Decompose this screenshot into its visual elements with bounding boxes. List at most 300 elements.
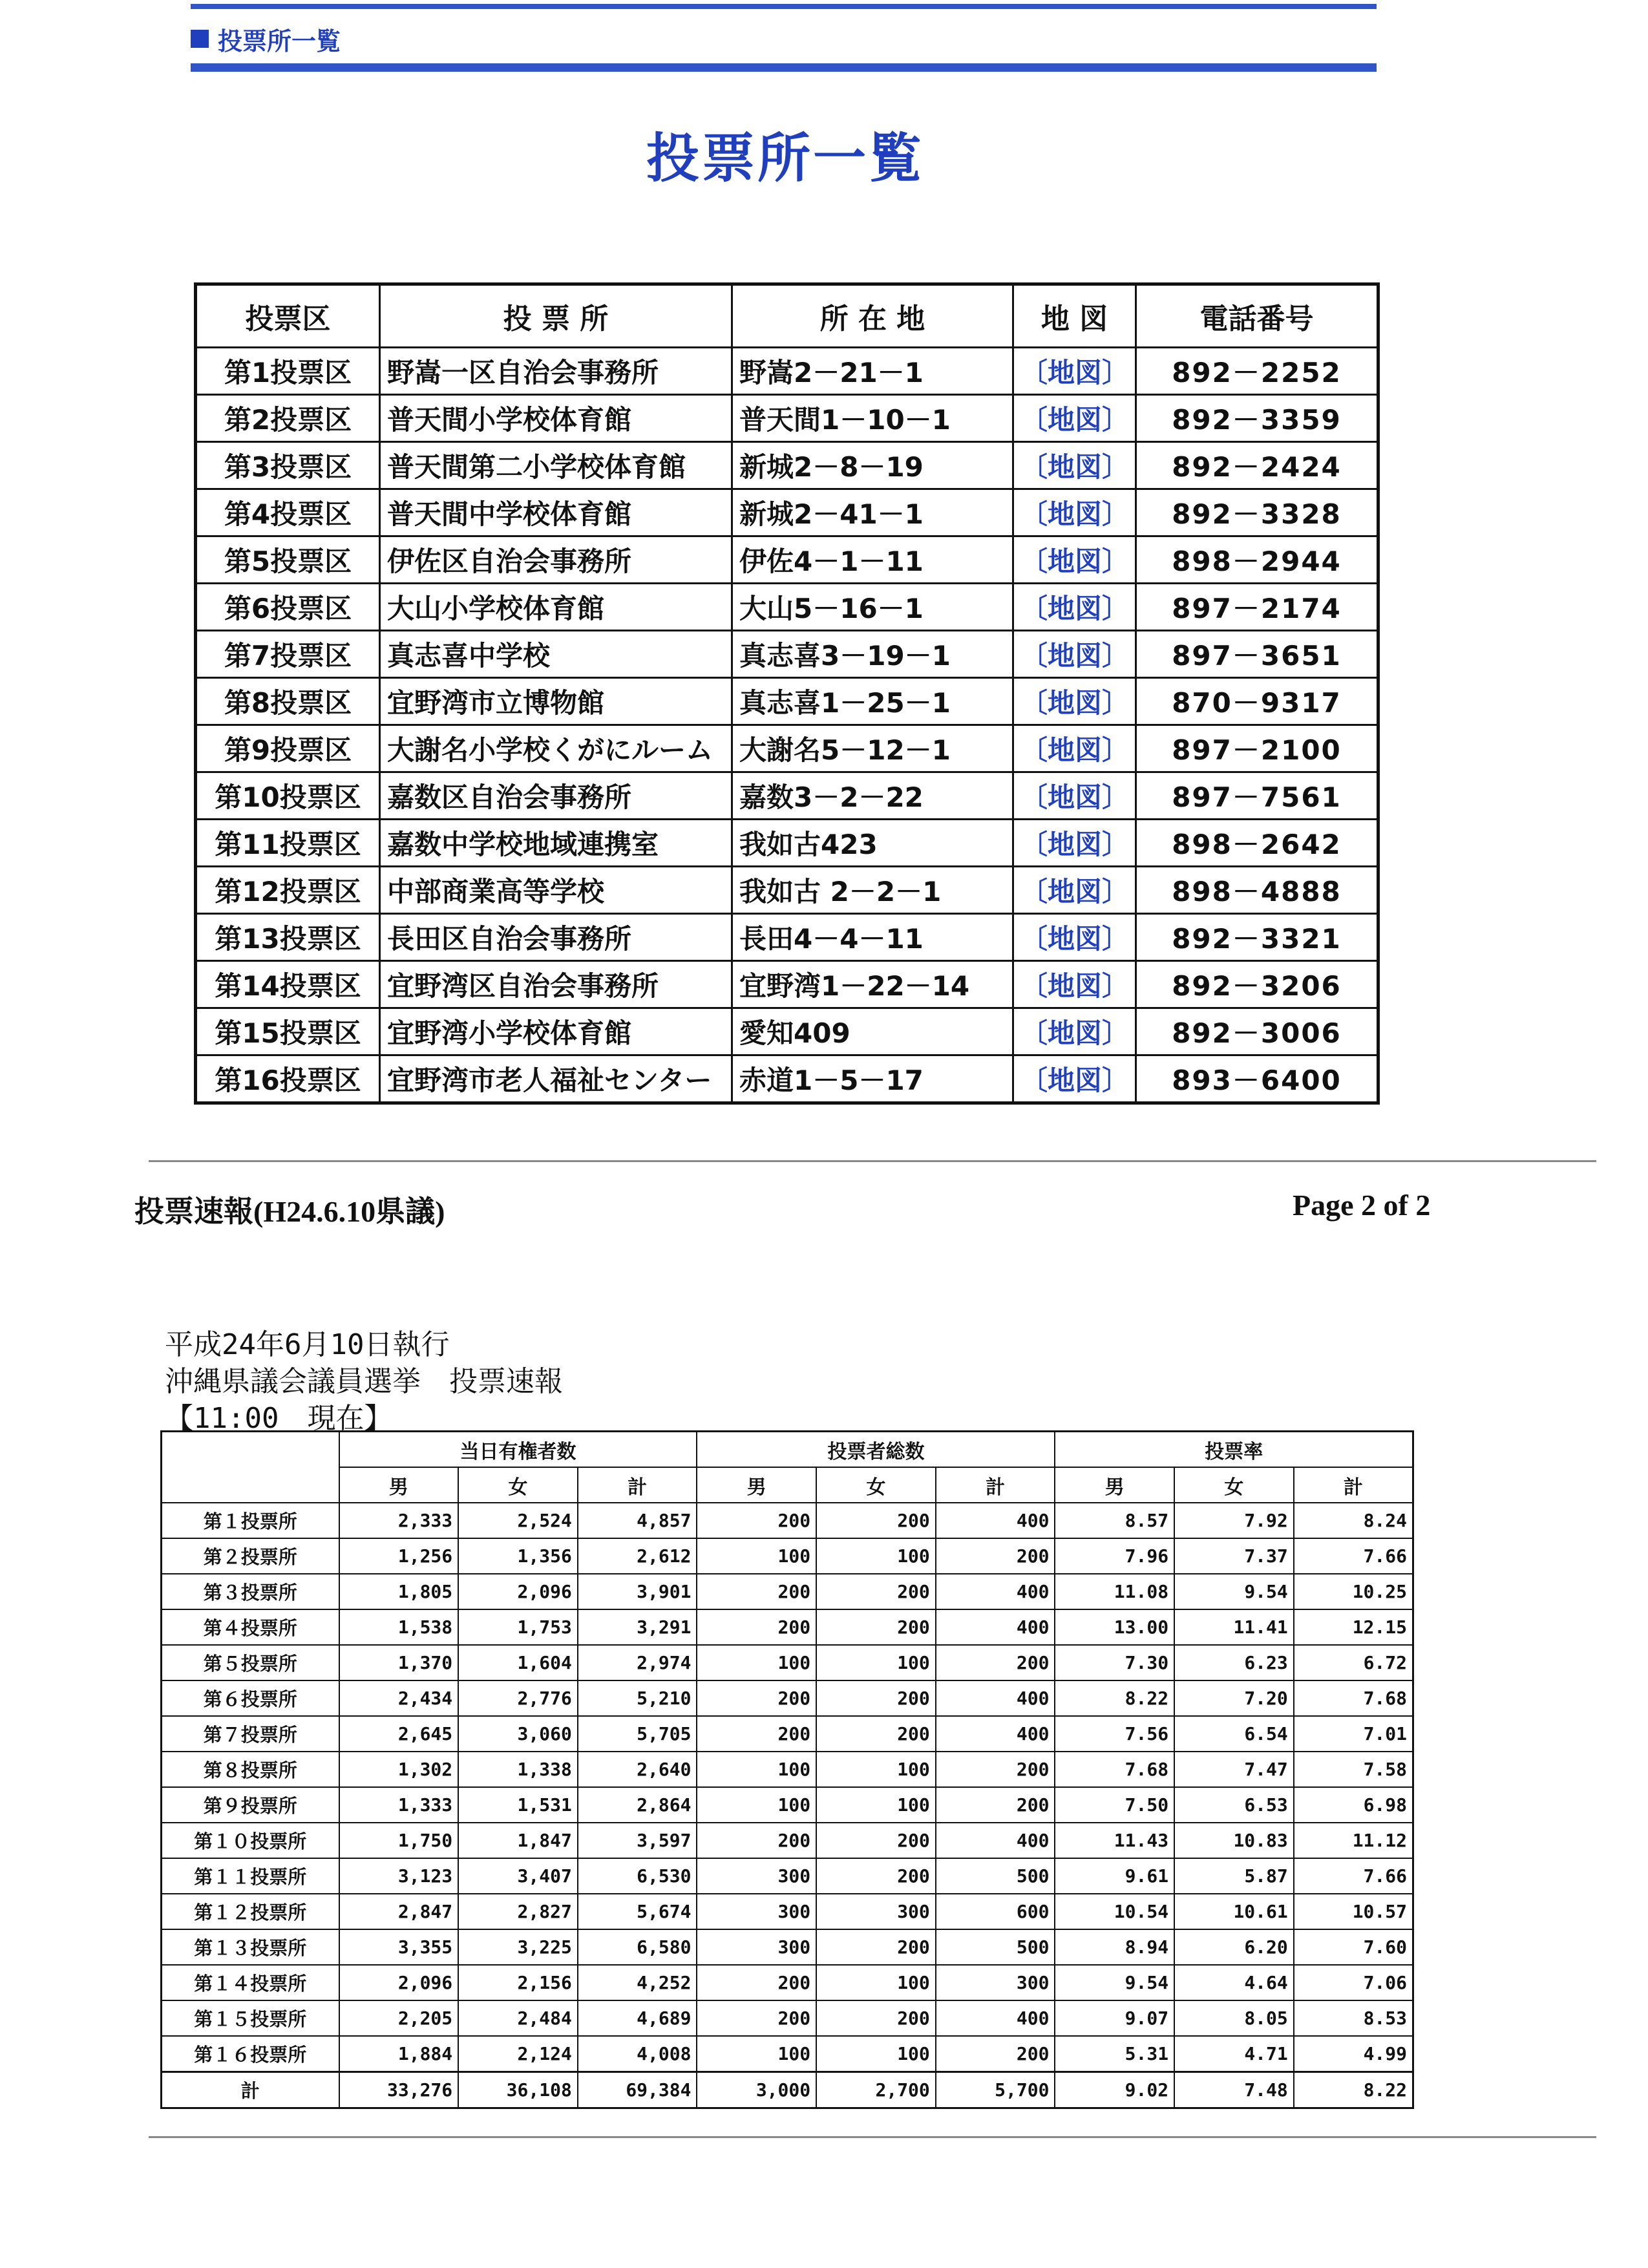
eligible-male-cell: 2,096 bbox=[339, 1965, 459, 2000]
map-link[interactable]: 〔地図〕 bbox=[1013, 772, 1136, 820]
district-cell: 第14投票区 bbox=[196, 961, 380, 1008]
rate-female-cell: 6.20 bbox=[1174, 1929, 1294, 1965]
rate-female-cell: 11.41 bbox=[1174, 1609, 1294, 1645]
district-cell: 第4投票区 bbox=[196, 489, 380, 536]
phone-cell: 898－4888 bbox=[1136, 867, 1379, 914]
eligible-male-cell: 1,333 bbox=[339, 1787, 459, 1823]
rate-male-cell: 10.54 bbox=[1055, 1894, 1174, 1929]
turnout-corner-cell bbox=[162, 1432, 339, 1503]
address-cell: 嘉数3－2－22 bbox=[732, 772, 1013, 820]
subheader-female: 女 bbox=[816, 1467, 936, 1503]
polling-place-label: 第１１投票所 bbox=[162, 1858, 339, 1894]
rate-male-cell: 8.22 bbox=[1055, 1680, 1174, 1716]
column-header-district: 投票区 bbox=[196, 284, 380, 348]
rate-female-cell: 7.47 bbox=[1174, 1752, 1294, 1787]
polling-station-row bbox=[196, 348, 1379, 395]
section-label-text: 投票所一覧 bbox=[218, 26, 341, 56]
district-cell: 第10投票区 bbox=[196, 772, 380, 820]
eligible-total-cell: 2,612 bbox=[578, 1538, 697, 1574]
map-link[interactable]: 〔地図〕 bbox=[1013, 725, 1136, 772]
subheader-total: 計 bbox=[578, 1467, 697, 1503]
phone-cell: 892－3359 bbox=[1136, 395, 1379, 442]
eligible-female-cell: 1,753 bbox=[458, 1609, 578, 1645]
polling-station-body bbox=[196, 348, 1379, 1103]
column-header-phone: 電話番号 bbox=[1136, 284, 1379, 348]
map-link[interactable]: 〔地図〕 bbox=[1013, 1055, 1136, 1103]
eligible-female-cell: 2,524 bbox=[458, 1503, 578, 1538]
map-link[interactable]: 〔地図〕 bbox=[1013, 820, 1136, 867]
voters-male-cell: 200 bbox=[697, 1965, 816, 2000]
address-cell: 長田4－4－11 bbox=[732, 914, 1013, 961]
eligible-female-cell: 3,060 bbox=[458, 1716, 578, 1752]
voters-total-cell: 500 bbox=[936, 1929, 1055, 1965]
rate-total-cell: 7.68 bbox=[1294, 1680, 1413, 1716]
eligible-total-cell: 2,640 bbox=[578, 1752, 697, 1787]
voters-female-cell: 200 bbox=[816, 1716, 936, 1752]
rate-male-cell: 5.31 bbox=[1055, 2036, 1174, 2072]
turnout-row bbox=[162, 1716, 1413, 1752]
rate-female-cell: 6.23 bbox=[1174, 1645, 1294, 1680]
turnout-row bbox=[162, 1609, 1413, 1645]
voters-female-cell: 100 bbox=[816, 1538, 936, 1574]
address-cell: 新城2－41－1 bbox=[732, 489, 1013, 536]
rate-total-cell: 7.66 bbox=[1294, 1538, 1413, 1574]
rate-total-cell: 4.99 bbox=[1294, 2036, 1413, 2072]
voters-female-cell: 200 bbox=[816, 1823, 936, 1858]
fax-header-title: 投票速報(H24.6.10県議) bbox=[134, 1195, 445, 1228]
rate-female-cell: 7.48 bbox=[1174, 2072, 1294, 2108]
address-cell: 新城2－8－19 bbox=[732, 442, 1013, 489]
voters-male-cell: 200 bbox=[697, 1574, 816, 1609]
report-election-line: 沖縄県議会議員選挙 投票速報 bbox=[165, 1365, 563, 1398]
polling-station-row bbox=[196, 725, 1379, 772]
map-link[interactable]: 〔地図〕 bbox=[1013, 678, 1136, 725]
station-name-cell: 普天間小学校体育館 bbox=[380, 395, 732, 442]
address-cell: 野嵩2－21－1 bbox=[732, 348, 1013, 395]
rate-male-cell: 11.43 bbox=[1055, 1823, 1174, 1858]
map-link[interactable]: 〔地図〕 bbox=[1013, 395, 1136, 442]
voters-male-cell: 100 bbox=[697, 1538, 816, 1574]
rate-male-cell: 9.02 bbox=[1055, 2072, 1174, 2108]
eligible-total-cell: 3,291 bbox=[578, 1609, 697, 1645]
header-band-bottom-line bbox=[191, 63, 1377, 72]
subheader-total: 計 bbox=[1294, 1467, 1413, 1503]
section-label bbox=[191, 19, 341, 58]
map-link[interactable]: 〔地図〕 bbox=[1013, 914, 1136, 961]
station-name-cell: 普天間第二小学校体育館 bbox=[380, 442, 732, 489]
rate-female-cell: 4.64 bbox=[1174, 1965, 1294, 2000]
polling-place-label: 第１３投票所 bbox=[162, 1929, 339, 1965]
column-header-station: 投 票 所 bbox=[380, 284, 732, 348]
eligible-total-cell: 4,252 bbox=[578, 1965, 697, 2000]
polling-place-label: 第２投票所 bbox=[162, 1538, 339, 1574]
voters-total-cell: 200 bbox=[936, 2036, 1055, 2072]
rate-male-cell: 11.08 bbox=[1055, 1574, 1174, 1609]
district-cell: 第9投票区 bbox=[196, 725, 380, 772]
phone-cell: 892－2252 bbox=[1136, 348, 1379, 395]
subheader-total: 計 bbox=[936, 1467, 1055, 1503]
polling-place-label: 計 bbox=[162, 2072, 339, 2108]
rate-female-cell: 5.87 bbox=[1174, 1858, 1294, 1894]
station-name-cell: 真志喜中学校 bbox=[380, 631, 732, 678]
turnout-row bbox=[162, 1538, 1413, 1574]
polling-place-label: 第１６投票所 bbox=[162, 2036, 339, 2072]
turnout-row bbox=[162, 1574, 1413, 1609]
header-band-top-line bbox=[191, 4, 1377, 9]
eligible-male-cell: 2,434 bbox=[339, 1680, 459, 1716]
eligible-total-cell: 2,974 bbox=[578, 1645, 697, 1680]
eligible-total-cell: 5,210 bbox=[578, 1680, 697, 1716]
report-date-line: 平成24年6月10日執行 bbox=[165, 1328, 450, 1361]
phone-cell: 870－9317 bbox=[1136, 678, 1379, 725]
turnout-row bbox=[162, 1787, 1413, 1823]
eligible-female-cell: 2,776 bbox=[458, 1680, 578, 1716]
voters-female-cell: 200 bbox=[816, 1609, 936, 1645]
rate-total-cell: 11.12 bbox=[1294, 1823, 1413, 1858]
turnout-row bbox=[162, 1503, 1413, 1538]
polling-station-row bbox=[196, 584, 1379, 631]
station-name-cell: 宜野湾市立博物館 bbox=[380, 678, 732, 725]
voters-female-cell: 100 bbox=[816, 1965, 936, 2000]
phone-cell: 892－3328 bbox=[1136, 489, 1379, 536]
subheader-female: 女 bbox=[1174, 1467, 1294, 1503]
map-link[interactable]: 〔地図〕 bbox=[1013, 442, 1136, 489]
turnout-body bbox=[162, 1503, 1413, 2108]
rate-female-cell: 7.92 bbox=[1174, 1503, 1294, 1538]
group-header-eligible-voters: 当日有権者数 bbox=[339, 1432, 697, 1468]
turnout-group-header-row bbox=[162, 1432, 1413, 1468]
voters-male-cell: 3,000 bbox=[697, 2072, 816, 2108]
phone-cell: 892－3006 bbox=[1136, 1008, 1379, 1055]
turnout-total-row bbox=[162, 2072, 1413, 2108]
polling-station-row bbox=[196, 489, 1379, 536]
rate-female-cell: 8.05 bbox=[1174, 2000, 1294, 2036]
eligible-male-cell: 1,302 bbox=[339, 1752, 459, 1787]
turnout-row bbox=[162, 1680, 1413, 1716]
eligible-male-cell: 1,538 bbox=[339, 1609, 459, 1645]
turnout-table bbox=[160, 1430, 1414, 2109]
group-header-turnout-rate: 投票率 bbox=[1055, 1432, 1413, 1468]
station-name-cell: 宜野湾区自治会事務所 bbox=[380, 961, 732, 1008]
voters-total-cell: 200 bbox=[936, 1645, 1055, 1680]
address-cell: 大山5－16－1 bbox=[732, 584, 1013, 631]
polling-station-header-row bbox=[196, 284, 1379, 348]
phone-cell: 898－2944 bbox=[1136, 536, 1379, 584]
polling-place-label: 第８投票所 bbox=[162, 1752, 339, 1787]
rate-total-cell: 6.98 bbox=[1294, 1787, 1413, 1823]
address-cell: 伊佐4－1－11 bbox=[732, 536, 1013, 584]
station-name-cell: 宜野湾市老人福祉センター bbox=[380, 1055, 732, 1103]
phone-cell: 897－3651 bbox=[1136, 631, 1379, 678]
eligible-male-cell: 1,750 bbox=[339, 1823, 459, 1858]
voters-total-cell: 200 bbox=[936, 1538, 1055, 1574]
rate-male-cell: 7.30 bbox=[1055, 1645, 1174, 1680]
eligible-male-cell: 33,276 bbox=[339, 2072, 459, 2108]
voters-male-cell: 100 bbox=[697, 1787, 816, 1823]
address-cell: 真志喜1－25－1 bbox=[732, 678, 1013, 725]
voters-total-cell: 400 bbox=[936, 1823, 1055, 1858]
rate-total-cell: 7.66 bbox=[1294, 1858, 1413, 1894]
turnout-row bbox=[162, 1929, 1413, 1965]
polling-place-label: 第１２投票所 bbox=[162, 1894, 339, 1929]
rate-female-cell: 7.37 bbox=[1174, 1538, 1294, 1574]
station-name-cell: 大山小学校体育館 bbox=[380, 584, 732, 631]
rate-male-cell: 9.61 bbox=[1055, 1858, 1174, 1894]
voters-total-cell: 400 bbox=[936, 1503, 1055, 1538]
station-name-cell: 嘉数区自治会事務所 bbox=[380, 772, 732, 820]
polling-station-row bbox=[196, 772, 1379, 820]
turnout-row bbox=[162, 2000, 1413, 2036]
voters-male-cell: 200 bbox=[697, 1503, 816, 1538]
voters-male-cell: 100 bbox=[697, 1752, 816, 1787]
rate-male-cell: 7.96 bbox=[1055, 1538, 1174, 1574]
polling-place-label: 第３投票所 bbox=[162, 1574, 339, 1609]
page-divider-bottom bbox=[149, 2136, 1596, 2138]
eligible-total-cell: 5,705 bbox=[578, 1716, 697, 1752]
voters-male-cell: 200 bbox=[697, 2000, 816, 2036]
voters-female-cell: 200 bbox=[816, 1929, 936, 1965]
phone-cell: 892－3206 bbox=[1136, 961, 1379, 1008]
turnout-row bbox=[162, 1645, 1413, 1680]
district-cell: 第12投票区 bbox=[196, 867, 380, 914]
voters-female-cell: 200 bbox=[816, 1503, 936, 1538]
turnout-row bbox=[162, 1965, 1413, 2000]
eligible-total-cell: 3,901 bbox=[578, 1574, 697, 1609]
eligible-female-cell: 1,338 bbox=[458, 1752, 578, 1787]
voters-male-cell: 200 bbox=[697, 1823, 816, 1858]
phone-cell: 892－2424 bbox=[1136, 442, 1379, 489]
voters-female-cell: 2,700 bbox=[816, 2072, 936, 2108]
voters-female-cell: 200 bbox=[816, 2000, 936, 2036]
address-cell: 真志喜3－19－1 bbox=[732, 631, 1013, 678]
eligible-male-cell: 1,256 bbox=[339, 1538, 459, 1574]
eligible-female-cell: 2,484 bbox=[458, 2000, 578, 2036]
voters-female-cell: 100 bbox=[816, 2036, 936, 2072]
voters-male-cell: 300 bbox=[697, 1858, 816, 1894]
polling-place-label: 第１５投票所 bbox=[162, 2000, 339, 2036]
turnout-row bbox=[162, 1823, 1413, 1858]
station-name-cell: 嘉数中学校地域連携室 bbox=[380, 820, 732, 867]
subheader-male: 男 bbox=[1055, 1467, 1174, 1503]
eligible-total-cell: 2,864 bbox=[578, 1787, 697, 1823]
voters-female-cell: 100 bbox=[816, 1752, 936, 1787]
polling-place-label: 第７投票所 bbox=[162, 1716, 339, 1752]
polling-station-row bbox=[196, 631, 1379, 678]
eligible-total-cell: 3,597 bbox=[578, 1823, 697, 1858]
district-cell: 第2投票区 bbox=[196, 395, 380, 442]
address-cell: 大謝名5－12－1 bbox=[732, 725, 1013, 772]
voters-total-cell: 400 bbox=[936, 1609, 1055, 1645]
voters-female-cell: 200 bbox=[816, 1858, 936, 1894]
rate-male-cell: 13.00 bbox=[1055, 1609, 1174, 1645]
subheader-female: 女 bbox=[458, 1467, 578, 1503]
voters-male-cell: 100 bbox=[697, 1645, 816, 1680]
polling-station-row bbox=[196, 1008, 1379, 1055]
rate-female-cell: 4.71 bbox=[1174, 2036, 1294, 2072]
eligible-female-cell: 1,531 bbox=[458, 1787, 578, 1823]
eligible-male-cell: 1,884 bbox=[339, 2036, 459, 2072]
rate-total-cell: 7.58 bbox=[1294, 1752, 1413, 1787]
eligible-female-cell: 36,108 bbox=[458, 2072, 578, 2108]
station-name-cell: 中部商業高等学校 bbox=[380, 867, 732, 914]
voters-male-cell: 300 bbox=[697, 1894, 816, 1929]
phone-cell: 897－2174 bbox=[1136, 584, 1379, 631]
voters-female-cell: 100 bbox=[816, 1787, 936, 1823]
polling-station-row bbox=[196, 1055, 1379, 1103]
voters-total-cell: 500 bbox=[936, 1858, 1055, 1894]
rate-male-cell: 8.94 bbox=[1055, 1929, 1174, 1965]
eligible-total-cell: 4,857 bbox=[578, 1503, 697, 1538]
address-cell: 普天間1－10－1 bbox=[732, 395, 1013, 442]
voters-male-cell: 200 bbox=[697, 1680, 816, 1716]
map-link[interactable]: 〔地図〕 bbox=[1013, 961, 1136, 1008]
polling-station-table bbox=[194, 282, 1380, 1105]
polling-place-label: 第６投票所 bbox=[162, 1680, 339, 1716]
eligible-male-cell: 2,205 bbox=[339, 2000, 459, 2036]
rate-male-cell: 7.68 bbox=[1055, 1752, 1174, 1787]
voters-female-cell: 100 bbox=[816, 1645, 936, 1680]
rate-male-cell: 7.56 bbox=[1055, 1716, 1174, 1752]
eligible-male-cell: 3,355 bbox=[339, 1929, 459, 1965]
subheader-male: 男 bbox=[339, 1467, 459, 1503]
rate-total-cell: 7.06 bbox=[1294, 1965, 1413, 2000]
station-name-cell: 普天間中学校体育館 bbox=[380, 489, 732, 536]
address-cell: 我如古423 bbox=[732, 820, 1013, 867]
district-cell: 第5投票区 bbox=[196, 536, 380, 584]
rate-female-cell: 6.54 bbox=[1174, 1716, 1294, 1752]
rate-total-cell: 6.72 bbox=[1294, 1645, 1413, 1680]
eligible-total-cell: 69,384 bbox=[578, 2072, 697, 2108]
eligible-total-cell: 4,008 bbox=[578, 2036, 697, 2072]
district-cell: 第8投票区 bbox=[196, 678, 380, 725]
subheader-male: 男 bbox=[697, 1467, 816, 1503]
map-link[interactable]: 〔地図〕 bbox=[1013, 536, 1136, 584]
polling-place-label: 第１０投票所 bbox=[162, 1823, 339, 1858]
eligible-male-cell: 2,333 bbox=[339, 1503, 459, 1538]
phone-cell: 893－6400 bbox=[1136, 1055, 1379, 1103]
report-time-line: 【11:00 現在】 bbox=[165, 1402, 393, 1435]
eligible-female-cell: 2,096 bbox=[458, 1574, 578, 1609]
phone-cell: 897－7561 bbox=[1136, 772, 1379, 820]
polling-station-row bbox=[196, 867, 1379, 914]
column-header-address: 所 在 地 bbox=[732, 284, 1013, 348]
station-name-cell: 伊佐区自治会事務所 bbox=[380, 536, 732, 584]
rate-total-cell: 8.22 bbox=[1294, 2072, 1413, 2108]
square-bullet-icon bbox=[191, 30, 209, 48]
eligible-total-cell: 6,580 bbox=[578, 1929, 697, 1965]
voters-total-cell: 5,700 bbox=[936, 2072, 1055, 2108]
district-cell: 第3投票区 bbox=[196, 442, 380, 489]
eligible-female-cell: 1,847 bbox=[458, 1823, 578, 1858]
map-link[interactable]: 〔地図〕 bbox=[1013, 631, 1136, 678]
rate-total-cell: 10.57 bbox=[1294, 1894, 1413, 1929]
voters-total-cell: 400 bbox=[936, 1716, 1055, 1752]
polling-place-label: 第１投票所 bbox=[162, 1503, 339, 1538]
eligible-female-cell: 3,225 bbox=[458, 1929, 578, 1965]
polling-place-label: 第４投票所 bbox=[162, 1609, 339, 1645]
phone-cell: 892－3321 bbox=[1136, 914, 1379, 961]
rate-female-cell: 9.54 bbox=[1174, 1574, 1294, 1609]
voters-total-cell: 600 bbox=[936, 1894, 1055, 1929]
voters-female-cell: 300 bbox=[816, 1894, 936, 1929]
rate-female-cell: 10.61 bbox=[1174, 1894, 1294, 1929]
address-cell: 我如古 2－2－1 bbox=[732, 867, 1013, 914]
district-cell: 第1投票区 bbox=[196, 348, 380, 395]
eligible-total-cell: 5,674 bbox=[578, 1894, 697, 1929]
map-link[interactable]: 〔地図〕 bbox=[1013, 489, 1136, 536]
polling-station-row bbox=[196, 536, 1379, 584]
rate-female-cell: 7.20 bbox=[1174, 1680, 1294, 1716]
eligible-female-cell: 1,356 bbox=[458, 1538, 578, 1574]
rate-female-cell: 10.83 bbox=[1174, 1823, 1294, 1858]
station-name-cell: 長田区自治会事務所 bbox=[380, 914, 732, 961]
polling-place-label: 第９投票所 bbox=[162, 1787, 339, 1823]
district-cell: 第7投票区 bbox=[196, 631, 380, 678]
voters-total-cell: 400 bbox=[936, 1574, 1055, 1609]
rate-total-cell: 10.25 bbox=[1294, 1574, 1413, 1609]
column-header-map: 地 図 bbox=[1013, 284, 1136, 348]
address-cell: 愛知409 bbox=[732, 1008, 1013, 1055]
map-link[interactable]: 〔地図〕 bbox=[1013, 348, 1136, 395]
polling-station-row bbox=[196, 442, 1379, 489]
rate-total-cell: 8.24 bbox=[1294, 1503, 1413, 1538]
page-title: 投票所一覧 bbox=[646, 128, 924, 189]
page-divider-top bbox=[149, 1160, 1596, 1162]
district-cell: 第6投票区 bbox=[196, 584, 380, 631]
eligible-male-cell: 2,847 bbox=[339, 1894, 459, 1929]
rate-total-cell: 7.60 bbox=[1294, 1929, 1413, 1965]
eligible-male-cell: 3,123 bbox=[339, 1858, 459, 1894]
polling-station-row bbox=[196, 395, 1379, 442]
polling-station-row bbox=[196, 961, 1379, 1008]
rate-male-cell: 7.50 bbox=[1055, 1787, 1174, 1823]
turnout-row bbox=[162, 1752, 1413, 1787]
district-cell: 第15投票区 bbox=[196, 1008, 380, 1055]
phone-cell: 897－2100 bbox=[1136, 725, 1379, 772]
polling-station-row bbox=[196, 678, 1379, 725]
rate-male-cell: 9.07 bbox=[1055, 2000, 1174, 2036]
voters-female-cell: 200 bbox=[816, 1680, 936, 1716]
eligible-female-cell: 2,124 bbox=[458, 2036, 578, 2072]
voters-total-cell: 300 bbox=[936, 1965, 1055, 2000]
station-name-cell: 大謝名小学校くがにルーム bbox=[380, 725, 732, 772]
rate-total-cell: 7.01 bbox=[1294, 1716, 1413, 1752]
eligible-female-cell: 2,156 bbox=[458, 1965, 578, 2000]
rate-total-cell: 8.53 bbox=[1294, 2000, 1413, 2036]
eligible-female-cell: 1,604 bbox=[458, 1645, 578, 1680]
voters-total-cell: 400 bbox=[936, 2000, 1055, 2036]
district-cell: 第11投票区 bbox=[196, 820, 380, 867]
voters-total-cell: 200 bbox=[936, 1752, 1055, 1787]
fax-page-number: Page 2 of 2 bbox=[1293, 1189, 1431, 1222]
rate-male-cell: 9.54 bbox=[1055, 1965, 1174, 2000]
map-link[interactable]: 〔地図〕 bbox=[1013, 584, 1136, 631]
map-link[interactable]: 〔地図〕 bbox=[1013, 1008, 1136, 1055]
turnout-row bbox=[162, 2036, 1413, 2072]
address-cell: 宜野湾1－22－14 bbox=[732, 961, 1013, 1008]
eligible-female-cell: 2,827 bbox=[458, 1894, 578, 1929]
voters-male-cell: 200 bbox=[697, 1716, 816, 1752]
voters-total-cell: 200 bbox=[936, 1787, 1055, 1823]
map-link[interactable]: 〔地図〕 bbox=[1013, 867, 1136, 914]
eligible-male-cell: 1,805 bbox=[339, 1574, 459, 1609]
voters-male-cell: 200 bbox=[697, 1609, 816, 1645]
polling-station-row bbox=[196, 820, 1379, 867]
voters-female-cell: 200 bbox=[816, 1574, 936, 1609]
eligible-total-cell: 6,530 bbox=[578, 1858, 697, 1894]
district-cell: 第13投票区 bbox=[196, 914, 380, 961]
voters-male-cell: 300 bbox=[697, 1929, 816, 1965]
